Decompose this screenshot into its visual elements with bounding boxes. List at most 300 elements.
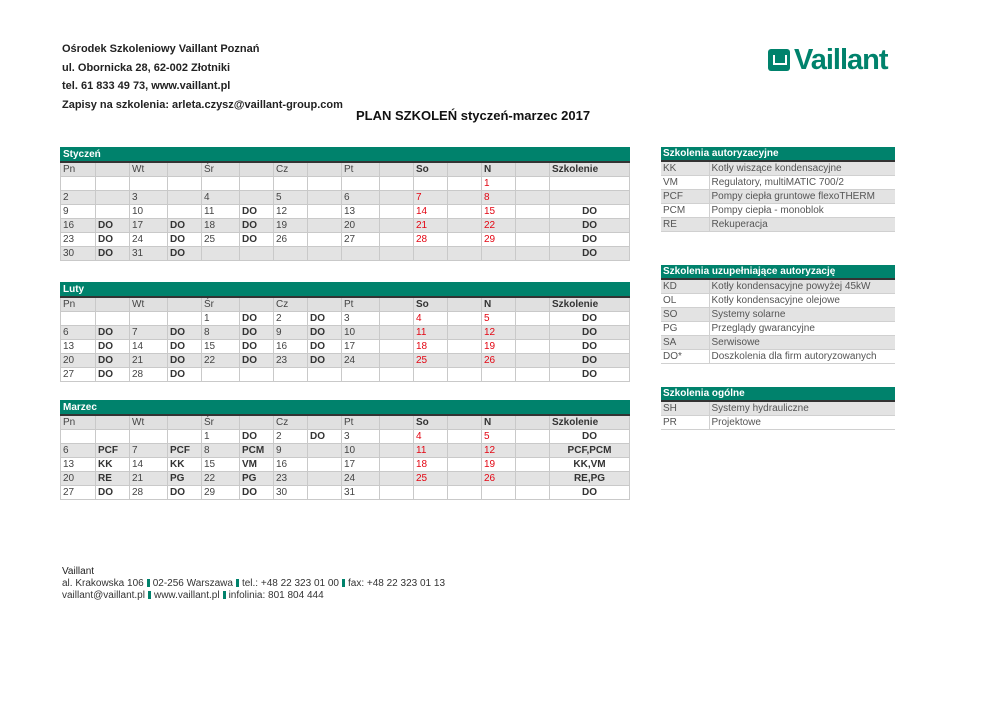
- day-number: 11: [414, 326, 448, 340]
- day-number: 12: [274, 205, 308, 219]
- training-summary: DO: [550, 205, 630, 219]
- day-header-spacer: [168, 162, 202, 177]
- course-code: DO: [240, 312, 274, 326]
- address-block: [62, 40, 382, 114]
- legend-header: [661, 265, 895, 279]
- legend-item: [661, 416, 895, 430]
- day-number: 20: [61, 354, 96, 368]
- legend-0: [661, 147, 895, 232]
- day-number: 5: [482, 312, 516, 326]
- training-summary: [550, 191, 630, 205]
- day-number: 18: [414, 340, 448, 354]
- course-code: [96, 430, 130, 444]
- course-code: [380, 472, 414, 486]
- footer-address: [62, 578, 445, 590]
- month-header: [61, 283, 630, 298]
- day-number: [342, 177, 380, 191]
- logo-text: Vaillant: [794, 43, 888, 76]
- week-row: [61, 312, 630, 326]
- day-number: [61, 430, 96, 444]
- footer-hotline: infolinia: 801 804 444: [228, 590, 324, 601]
- day-header: N: [482, 162, 516, 177]
- day-number: [414, 368, 448, 382]
- day-number: 8: [482, 191, 516, 205]
- training-summary: DO: [550, 312, 630, 326]
- day-header: Śr: [202, 297, 240, 312]
- month-name: Styczeń: [61, 148, 630, 163]
- day-header: Pt: [342, 415, 380, 430]
- course-code: [308, 233, 342, 247]
- week-row: [61, 354, 630, 368]
- day-number: [202, 177, 240, 191]
- day-number: 26: [482, 354, 516, 368]
- course-code: [168, 205, 202, 219]
- day-number: 4: [202, 191, 240, 205]
- day-number: 29: [202, 486, 240, 500]
- legend-description: Doszkolenia dla firm autoryzowanych: [709, 350, 895, 364]
- course-code: KK: [168, 458, 202, 472]
- legend-item: [661, 218, 895, 232]
- course-code: [380, 191, 414, 205]
- day-number: 17: [342, 458, 380, 472]
- course-code: RE: [96, 472, 130, 486]
- course-code: DO: [240, 430, 274, 444]
- legend-description: Pompy ciepła - monoblok: [709, 204, 895, 218]
- day-number: 15: [202, 340, 240, 354]
- week-row: [61, 326, 630, 340]
- day-header-spacer: [240, 297, 274, 312]
- day-header: So: [414, 415, 448, 430]
- legend-title: Szkolenia autoryzacyjne: [661, 147, 895, 161]
- course-code: [448, 354, 482, 368]
- day-header-spacer: [448, 162, 482, 177]
- day-header-row: [61, 297, 630, 312]
- course-code: DO: [96, 219, 130, 233]
- day-number: 23: [274, 354, 308, 368]
- day-number: 11: [202, 205, 240, 219]
- legend-2: [661, 387, 895, 430]
- day-number: 14: [414, 205, 448, 219]
- course-code: DO: [240, 219, 274, 233]
- course-code: [308, 444, 342, 458]
- vaillant-hare-icon: [768, 49, 790, 71]
- legend-item: [661, 336, 895, 350]
- course-code: [168, 191, 202, 205]
- day-header: Śr: [202, 162, 240, 177]
- course-code: DO: [168, 326, 202, 340]
- course-code: [380, 312, 414, 326]
- footer-email: vaillant@vaillant.pl: [62, 590, 145, 601]
- course-code: [516, 247, 550, 261]
- day-number: [482, 368, 516, 382]
- day-number: 10: [342, 326, 380, 340]
- legend-header: [661, 387, 895, 401]
- day-number: 13: [342, 205, 380, 219]
- day-number: 18: [202, 219, 240, 233]
- day-number: [130, 177, 168, 191]
- week-row: [61, 247, 630, 261]
- training-header: Szkolenie: [550, 297, 630, 312]
- day-number: 17: [130, 219, 168, 233]
- separator-icon: [148, 591, 151, 599]
- day-header-spacer: [448, 297, 482, 312]
- course-code: [448, 247, 482, 261]
- legend-item: [661, 308, 895, 322]
- day-number: 28: [130, 486, 168, 500]
- day-number: 7: [414, 191, 448, 205]
- day-header: Pn: [61, 415, 96, 430]
- footer-contact: [62, 590, 445, 602]
- day-number: [202, 247, 240, 261]
- legend-code: DO*: [661, 350, 709, 364]
- course-code: [448, 444, 482, 458]
- training-summary: KK,VM: [550, 458, 630, 472]
- course-code: DO: [308, 430, 342, 444]
- week-row: [61, 430, 630, 444]
- legend-code: PG: [661, 322, 709, 336]
- day-header-spacer: [240, 415, 274, 430]
- legend-description: Pompy ciepła gruntowe flexoTHERM: [709, 190, 895, 204]
- course-code: [380, 247, 414, 261]
- day-number: 22: [202, 354, 240, 368]
- day-number: 3: [130, 191, 168, 205]
- month-name: Luty: [61, 283, 630, 298]
- course-code: [308, 177, 342, 191]
- day-number: 4: [414, 430, 448, 444]
- course-code: [448, 205, 482, 219]
- day-number: [342, 247, 380, 261]
- day-number: 1: [202, 312, 240, 326]
- course-code: DO: [96, 354, 130, 368]
- legend-item: [661, 322, 895, 336]
- day-number: 21: [130, 472, 168, 486]
- course-code: [240, 368, 274, 382]
- day-header-spacer: [448, 415, 482, 430]
- day-header-spacer: [96, 415, 130, 430]
- day-number: [130, 430, 168, 444]
- day-number: 27: [61, 486, 96, 500]
- day-number: 4: [414, 312, 448, 326]
- training-summary: DO: [550, 247, 630, 261]
- course-code: [240, 247, 274, 261]
- day-header-spacer: [240, 162, 274, 177]
- day-number: 6: [342, 191, 380, 205]
- course-code: [516, 368, 550, 382]
- course-code: DO: [240, 326, 274, 340]
- course-code: [448, 312, 482, 326]
- day-number: 9: [274, 444, 308, 458]
- course-code: [380, 326, 414, 340]
- course-code: DO: [96, 326, 130, 340]
- day-header-spacer: [308, 297, 342, 312]
- legend-description: Kotły kondensacyjne olejowe: [709, 294, 895, 308]
- day-number: 8: [202, 326, 240, 340]
- course-code: [308, 368, 342, 382]
- course-code: DO: [240, 205, 274, 219]
- footer-tel: tel.: +48 22 323 01 00: [241, 578, 339, 589]
- day-number: 28: [414, 233, 448, 247]
- day-number: 31: [342, 486, 380, 500]
- legend-description: Przeglądy gwarancyjne: [709, 322, 895, 336]
- header-line-street: ul. Obornicka 28, 62-002 Złotniki: [62, 61, 231, 74]
- month-header: [61, 148, 630, 163]
- day-number: 12: [482, 326, 516, 340]
- course-code: [308, 486, 342, 500]
- day-header: N: [482, 415, 516, 430]
- legend-description: Kotły kondensacyjne powyżej 45kW: [709, 279, 895, 294]
- legend-description: Projektowe: [709, 416, 895, 430]
- course-code: [516, 444, 550, 458]
- footer-city: 02-256 Warszawa: [152, 578, 233, 589]
- footer: [62, 566, 445, 602]
- day-number: 5: [482, 430, 516, 444]
- day-number: 31: [130, 247, 168, 261]
- day-header-spacer: [308, 162, 342, 177]
- legend-description: Kotły wiszące kondensacyjne: [709, 161, 895, 176]
- training-summary: PCF,PCM: [550, 444, 630, 458]
- header-line-phone: tel. 61 833 49 73, www.vaillant.pl: [62, 80, 231, 92]
- day-number: 3: [342, 312, 380, 326]
- day-number: [482, 486, 516, 500]
- course-code: [96, 205, 130, 219]
- training-summary: DO: [550, 219, 630, 233]
- day-number: [61, 312, 96, 326]
- course-code: DO: [96, 233, 130, 247]
- training-header: Szkolenie: [550, 162, 630, 177]
- day-number: [414, 247, 448, 261]
- day-number: 2: [274, 430, 308, 444]
- day-number: 21: [130, 354, 168, 368]
- day-header: Pt: [342, 297, 380, 312]
- course-code: PG: [240, 472, 274, 486]
- legend-code: RE: [661, 218, 709, 232]
- day-number: 26: [482, 472, 516, 486]
- course-code: [516, 205, 550, 219]
- course-code: [308, 219, 342, 233]
- course-code: [516, 458, 550, 472]
- day-number: 15: [202, 458, 240, 472]
- course-code: [168, 312, 202, 326]
- day-header: Śr: [202, 415, 240, 430]
- legend-code: PCM: [661, 204, 709, 218]
- course-code: DO: [308, 326, 342, 340]
- separator-icon: [236, 579, 239, 587]
- course-code: DO: [96, 340, 130, 354]
- header-line-company: Ośrodek Szkoleniowy Vaillant Poznań: [62, 43, 260, 55]
- calendar-0: [60, 147, 630, 261]
- week-row: [61, 486, 630, 500]
- day-number: [274, 368, 308, 382]
- month-name: Marzec: [61, 401, 630, 416]
- training-summary: DO: [550, 368, 630, 382]
- legend-item: [661, 190, 895, 204]
- day-header: Wt: [130, 297, 168, 312]
- day-header-spacer: [380, 297, 414, 312]
- course-code: PCF: [96, 444, 130, 458]
- legend-item: [661, 176, 895, 190]
- course-code: DO: [240, 340, 274, 354]
- course-code: [308, 191, 342, 205]
- course-code: PG: [168, 472, 202, 486]
- course-code: KK: [96, 458, 130, 472]
- footer-fax: fax: +48 22 323 01 13: [347, 578, 446, 589]
- course-code: DO: [240, 486, 274, 500]
- week-row: [61, 205, 630, 219]
- day-header: Pt: [342, 162, 380, 177]
- day-number: [274, 247, 308, 261]
- week-row: [61, 177, 630, 191]
- course-code: VM: [240, 458, 274, 472]
- legend-item: [661, 204, 895, 218]
- course-code: [308, 458, 342, 472]
- week-row: [61, 219, 630, 233]
- course-code: [380, 219, 414, 233]
- day-number: 30: [274, 486, 308, 500]
- day-number: 21: [414, 219, 448, 233]
- course-code: [448, 233, 482, 247]
- training-summary: DO: [550, 486, 630, 500]
- training-summary: [550, 177, 630, 191]
- day-number: 24: [342, 354, 380, 368]
- course-code: [308, 247, 342, 261]
- course-code: [448, 458, 482, 472]
- day-number: [414, 486, 448, 500]
- legend-code: KD: [661, 279, 709, 294]
- day-number: 13: [61, 458, 96, 472]
- course-code: DO: [168, 354, 202, 368]
- course-code: [516, 233, 550, 247]
- day-header-row: [61, 162, 630, 177]
- course-code: DO: [168, 340, 202, 354]
- course-code: [96, 177, 130, 191]
- day-number: [202, 368, 240, 382]
- training-header: Szkolenie: [550, 415, 630, 430]
- day-number: 17: [342, 340, 380, 354]
- course-code: [448, 486, 482, 500]
- day-header: Cz: [274, 297, 308, 312]
- day-number: 14: [130, 458, 168, 472]
- day-number: 2: [274, 312, 308, 326]
- day-number: 3: [342, 430, 380, 444]
- legend-title: Szkolenia ogólne: [661, 387, 895, 401]
- course-code: [448, 219, 482, 233]
- course-code: DO: [168, 486, 202, 500]
- course-code: [308, 205, 342, 219]
- day-number: 25: [414, 354, 448, 368]
- week-row: [61, 458, 630, 472]
- course-code: [516, 472, 550, 486]
- course-code: [448, 191, 482, 205]
- legend-item: [661, 294, 895, 308]
- day-number: [61, 177, 96, 191]
- course-code: DO: [308, 312, 342, 326]
- day-number: 2: [61, 191, 96, 205]
- day-header-spacer: [308, 415, 342, 430]
- legend-description: Regulatory, multiMATIC 700/2: [709, 176, 895, 190]
- day-number: 25: [414, 472, 448, 486]
- week-row: [61, 233, 630, 247]
- day-number: 29: [482, 233, 516, 247]
- course-code: DO: [308, 354, 342, 368]
- legend-code: VM: [661, 176, 709, 190]
- course-code: [380, 205, 414, 219]
- legend-code: SH: [661, 401, 709, 416]
- legend-description: Serwisowe: [709, 336, 895, 350]
- course-code: DO: [240, 354, 274, 368]
- calendar-2: [60, 400, 630, 500]
- day-number: 27: [61, 368, 96, 382]
- course-code: DO: [308, 340, 342, 354]
- day-header: Cz: [274, 415, 308, 430]
- course-code: [380, 340, 414, 354]
- course-code: [240, 191, 274, 205]
- day-header-spacer: [96, 162, 130, 177]
- day-header-spacer: [380, 162, 414, 177]
- day-number: 14: [130, 340, 168, 354]
- day-header-spacer: [516, 297, 550, 312]
- course-code: [380, 354, 414, 368]
- day-header: Pn: [61, 162, 96, 177]
- legend-code: KK: [661, 161, 709, 176]
- day-number: 11: [414, 444, 448, 458]
- training-summary: DO: [550, 354, 630, 368]
- course-code: [380, 177, 414, 191]
- legend-description: Rekuperacja: [709, 218, 895, 232]
- course-code: [516, 177, 550, 191]
- course-code: [380, 430, 414, 444]
- day-header-spacer: [380, 415, 414, 430]
- legend-description: Systemy hydrauliczne: [709, 401, 895, 416]
- legend-code: SA: [661, 336, 709, 350]
- day-number: 19: [482, 340, 516, 354]
- day-number: 1: [482, 177, 516, 191]
- day-header: So: [414, 162, 448, 177]
- day-number: 28: [130, 368, 168, 382]
- day-number: 30: [61, 247, 96, 261]
- day-number: [274, 177, 308, 191]
- legend-item: [661, 279, 895, 294]
- course-code: [380, 444, 414, 458]
- day-number: 24: [130, 233, 168, 247]
- legend-title: Szkolenia uzupełniające autoryzację: [661, 265, 895, 279]
- header-line-registration: Zapisy na szkolenia: arleta.czysz@vaillant-group.com: [62, 98, 343, 111]
- legend-1: [661, 265, 895, 364]
- day-number: 9: [61, 205, 96, 219]
- day-number: 16: [274, 340, 308, 354]
- course-code: [516, 312, 550, 326]
- course-code: DO: [168, 233, 202, 247]
- course-code: DO: [168, 247, 202, 261]
- day-number: 10: [342, 444, 380, 458]
- training-summary: DO: [550, 430, 630, 444]
- week-row: [61, 340, 630, 354]
- legend-code: PR: [661, 416, 709, 430]
- day-number: 27: [342, 233, 380, 247]
- day-number: 20: [342, 219, 380, 233]
- course-code: DO: [96, 368, 130, 382]
- legend-description: Systemy solarne: [709, 308, 895, 322]
- day-number: 25: [202, 233, 240, 247]
- course-code: DO: [168, 368, 202, 382]
- day-number: 13: [61, 340, 96, 354]
- course-code: [96, 312, 130, 326]
- week-row: [61, 191, 630, 205]
- day-header: Cz: [274, 162, 308, 177]
- course-code: [516, 340, 550, 354]
- calendar-1: [60, 282, 630, 382]
- week-row: [61, 368, 630, 382]
- day-number: 23: [274, 472, 308, 486]
